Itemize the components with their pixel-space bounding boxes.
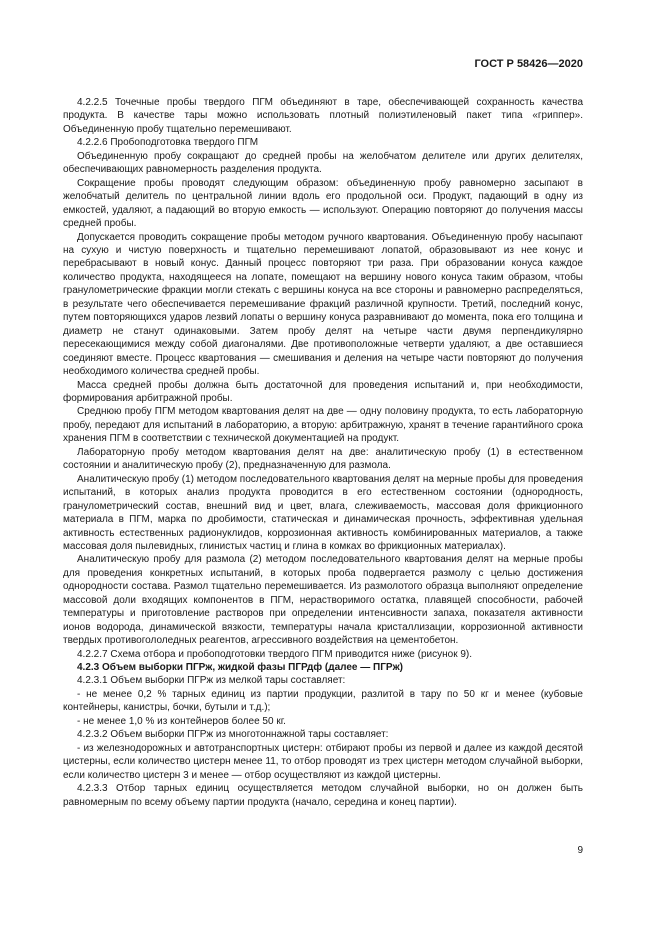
paragraph: Объединенную пробу сокращают до средней пробы на желобчатом делителе или других делителях, обеспечивающих равномерность разделения продукта.: [63, 150, 583, 176]
paragraph: Аналитическую пробу (1) методом последовательного квартования делят на мерные пробы для проведения испытаний, в которых анализ продукта проводится в его естественном состоянии (однородность, гранулометрический состав, внешний вид и цвет, влага, слеживаемость, массовая доля фрикционного материала в ПГМ, марка по дробимости, статическая и динамическая прочность, эффективная удельная активность естественных радионуклидов, коррозионная активность комбинированных материалов, а также массовая доля пылевидных, глинистых частиц и глина в комках во фрикционных материалах).: [63, 473, 583, 552]
paragraph: Аналитическую пробу для размола (2) методом последовательного квартования делят на мерные пробы для проведения конкретных испытаний, в которых проба подвергается размолу с целью достижения однородности состава. Размол тщательно перемешивается. Из размолотого образца выполняют определение массовой доли входящих компонентов в ПГМ, нерастворимого остатка, плавящей способности, рабочей температуры и приготовление растворов при определении интенсивности запаха, показателя активности ионов водорода, динамической вязкости, температуры начала кристаллизации, коррозионной активности твердых противогололедных реагентов, агрессивного воздействия на цементобетон.: [63, 554, 583, 647]
section-heading: 4.2.3 Объем выборки ПГРж, жидкой фазы ПГРдф (далее — ПГРж): [77, 662, 403, 674]
document-header: ГОСТ Р 58426—2020: [474, 58, 583, 70]
paragraph: 4.2.2.5 Точечные пробы твердого ПГМ объединяют в таре, обеспечивающей сохранность качества продукта. В качестве тары можно использовать плотный полиэтиленовый пакет типа «гриппер». Объединенную пробу тщательно перемешивают.: [63, 97, 583, 135]
document-body: [63, 96, 583, 809]
paragraph: Среднюю пробу ПГМ методом квартования делят на две — одну половину продукта, то есть лабораторную пробу, передают для испытаний в лабораторию, а вторую: арбитражную, хранят в течение гарантийного срока хранения ПГМ в соответствии с технической документацией на продукт.: [63, 406, 583, 445]
paragraph: Допускается проводить сокращение пробы методом ручного квартования. Объединенную пробу насыпают на сухую и чистую поверхность и тщательно перемешивают лопатой, образовывают из нее конус и перебрасывают в новый конус. Данный процесс повторяют три раза. При образовании конуса каждое количество продукта, находящееся на лопате, помещают на вершину нового конуса таким образом, чтобы гранулометрические фракции могли стекать с вершины конуса на все стороны и равномерно распределяться, в результате чего обеспечивается перемешивание фракций различной крупности. Третий, последний конус, путем повторяющихся ударов лезвий лопаты о вершину конуса разравнивают до момента, пока его толщина и диаметр не станут одинаковыми. Затем пробу делят на четыре части двумя перпендикулярно пересекающимися между собой диагоналями. Две противоположные четверти удаляют, а две оставшиеся соединяют вместе. Процесс квартования — смешивания и деления на четыре части повторяют до получения необходимого количества средней пробы.: [63, 231, 583, 378]
paragraph: - не менее 1,0 % из контейнеров более 50 кг.: [77, 715, 286, 727]
paragraph: Лабораторную пробу методом квартования делят на две: аналитическую пробу (1) в естественном состоянии и аналитическую пробу (2), предназначенную для размола.: [63, 446, 583, 472]
paragraph: 4.2.2.7 Схема отбора и пробоподготовки твердого ПГМ приводится ниже (рисунок 9).: [77, 648, 473, 660]
paragraph: Сокращение пробы проводят следующим образом: объединенную пробу равномерно засыпают в желобчатый делитель по центральной линии вдоль его продольной оси. Продукт, падающий в одну из емкостей, удаляют, а падающий во вторую емкость — используют. Операцию повторяют до получения массы средней пробы.: [63, 177, 583, 230]
paragraph: - из железнодорожных и автотранспортных цистерн: отбирают пробы из первой и далее из каждой десятой цистерны, если количество цистерн менее 11, то отбор проводят из трех цистерн методом случайной выборки, если количество цистерн 3 и менее — отбор осуществляют из каждой цистерны.: [63, 742, 583, 781]
paragraph: 4.2.3.3 Отбор тарных единиц осуществляется методом случайной выборки, но он должен быть равномерным по всему объему партии продукта (начало, середина и конец партии).: [63, 783, 583, 808]
page-number: 9: [577, 845, 583, 856]
paragraph: - не менее 0,2 % тарных единиц из партии продукции, разлитой в тару по 50 кг и менее (кубовые контейнеры, канистры, бочки, бутыли и т.д.);: [63, 688, 583, 714]
paragraph: 4.2.3.1 Объем выборки ПГРж из мелкой тары составляет:: [77, 675, 346, 687]
paragraph: 4.2.2.6 Пробоподготовка твердого ПГМ: [77, 137, 259, 149]
paragraph: Масса средней пробы должна быть достаточной для проведения испытаний и, при необходимости, формирования арбитражной пробы.: [63, 379, 583, 404]
paragraph: 4.2.3.2 Объем выборки ПГРж из многотоннажной тары составляет:: [77, 729, 389, 741]
